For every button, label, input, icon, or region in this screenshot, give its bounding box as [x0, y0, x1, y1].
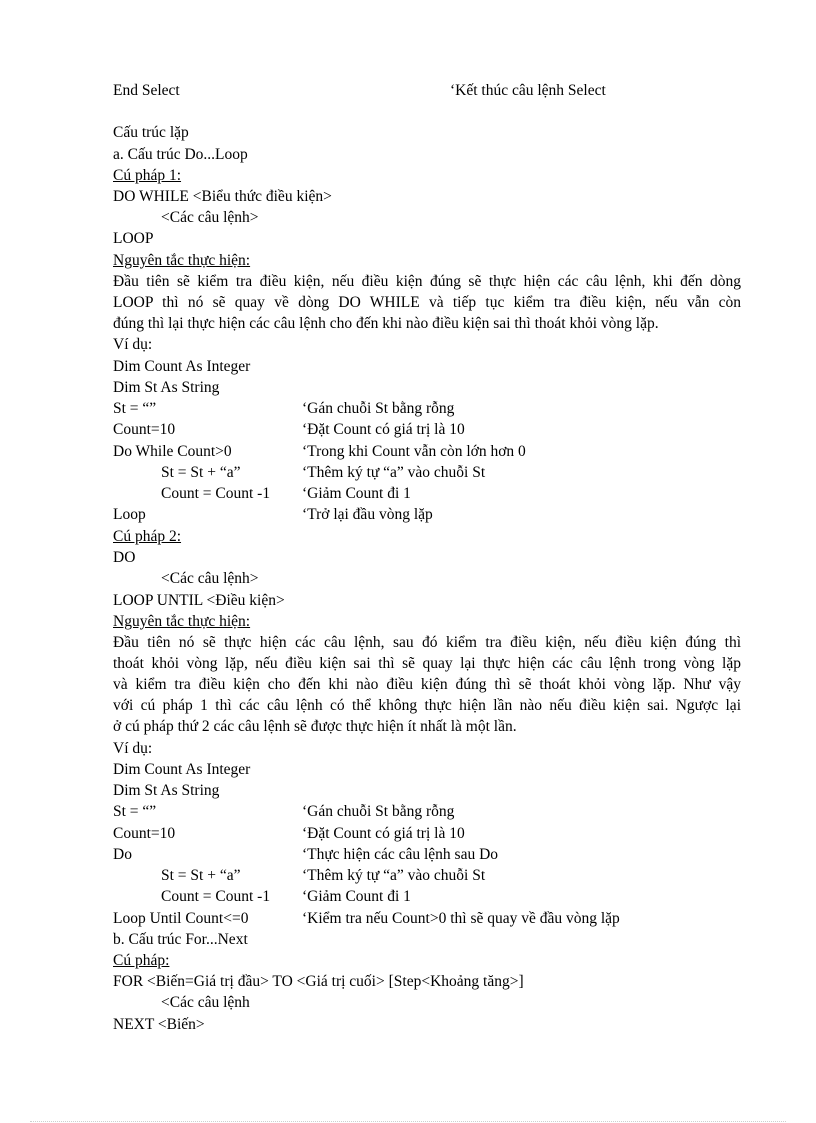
code-row — [113, 504, 433, 525]
code-row — [113, 462, 486, 483]
code-text: Loop — [113, 506, 146, 523]
code-text: St = “” — [113, 803, 157, 820]
paragraph-line: thoát khỏi vòng lặp, nếu điều kiện sai thì sẽ quay lại thực hiện các câu lệnh trong vòng lặp — [113, 655, 741, 673]
subsection-title-do-loop: a. Cấu trúc Do...Loop — [113, 146, 248, 163]
comment-text: ‘Giảm Count đi 1 — [302, 485, 411, 502]
code-row — [113, 483, 411, 504]
syntax-line: LOOP UNTIL <Điều kiện> — [113, 592, 285, 609]
comment-text: ‘Giảm Count đi 1 — [302, 888, 411, 905]
code-row — [113, 823, 465, 844]
syntax-line: LOOP — [113, 230, 154, 247]
syntax-label: Cú pháp 2: — [113, 528, 182, 545]
code-text: Count=10 — [113, 825, 176, 842]
page-bottom-border — [30, 1121, 786, 1122]
section-heading: Cấu trúc lặp — [113, 124, 189, 141]
rule-paragraph — [113, 632, 741, 737]
comment-text: ‘Gán chuỗi St bằng rỗng — [302, 400, 455, 417]
code-text: Do — [113, 846, 132, 863]
syntax-line: <Các câu lệnh> — [161, 570, 259, 587]
comment-text: ‘Đặt Count có giá trị là 10 — [302, 421, 465, 438]
comment-text: ‘Thêm ký tự “a” vào chuỗi St — [302, 464, 486, 481]
code-row — [113, 377, 219, 398]
end-select-line — [113, 80, 606, 101]
syntax-label: Cú pháp: — [113, 952, 170, 969]
comment-text: ‘Thực hiện các câu lệnh sau Do — [302, 846, 499, 863]
syntax-line: NEXT <Biến> — [113, 1016, 205, 1033]
code-text: St = St + “a” — [161, 867, 241, 884]
comment-text: ‘Kết thúc câu lệnh Select — [450, 82, 606, 99]
rule-paragraph — [113, 271, 741, 334]
code-row — [113, 441, 526, 462]
code-text: Dim Count As Integer — [113, 358, 251, 375]
syntax-line: DO WHILE <Biểu thức điều kiện> — [113, 188, 332, 205]
code-row — [113, 801, 455, 822]
code-row — [113, 398, 455, 419]
example-label: Ví dụ: — [113, 336, 153, 353]
rule-label: Nguyên tắc thực hiện: — [113, 613, 251, 630]
code-text: St = St + “a” — [161, 464, 241, 481]
code-row — [113, 356, 250, 377]
code-row — [113, 886, 411, 907]
syntax-line: <Các câu lệnh — [161, 994, 250, 1011]
code-text: Loop Until Count<=0 — [113, 910, 249, 927]
code-text: Do While Count>0 — [113, 443, 232, 460]
code-row — [113, 865, 486, 886]
syntax-line: FOR <Biến=Giá trị đầu> TO <Giá trị cuối> [Step<Khoảng tăng>] — [113, 973, 524, 990]
rule-label: Nguyên tắc thực hiện: — [113, 252, 251, 269]
code-row — [113, 759, 250, 780]
comment-text: ‘Gán chuỗi St bằng rỗng — [302, 803, 455, 820]
code-text: Count=10 — [113, 421, 176, 438]
code-text: St = “” — [113, 400, 157, 417]
comment-text: ‘Đặt Count có giá trị là 10 — [302, 825, 465, 842]
code-row — [113, 780, 219, 801]
code-text: Dim St As String — [113, 379, 220, 396]
code-text: Count = Count -1 — [161, 888, 271, 905]
paragraph-line: với cú pháp 1 thì các câu lệnh có thể không thực hiện lần nào nếu điều kiện sai. Ngược lại — [113, 697, 741, 715]
syntax-label: Cú pháp 1: — [113, 167, 182, 184]
code-row — [113, 844, 499, 865]
paragraph-line: LOOP thì nó sẽ quay về dòng DO WHILE và tiếp tục kiểm tra điều kiện, nếu vẫn còn — [113, 294, 741, 312]
syntax-line: DO — [113, 549, 136, 566]
code-row — [113, 908, 620, 929]
comment-text: ‘Trở lại đầu vòng lặp — [302, 506, 433, 523]
paragraph-line: Đầu tiên sẽ kiểm tra điều kiện, nếu điều kiện đúng sẽ thực hiện các câu lệnh, khi đến dòng — [113, 273, 741, 290]
syntax-line: <Các câu lệnh> — [161, 209, 259, 226]
example-label: Ví dụ: — [113, 740, 153, 757]
subsection-title-for-next: b. Cấu trúc For...Next — [113, 931, 248, 948]
comment-text: ‘Trong khi Count vẫn còn lớn hơn 0 — [302, 443, 526, 460]
code-text: End Select — [113, 82, 180, 99]
code-text: Dim St As String — [113, 782, 220, 799]
code-text: Count = Count -1 — [161, 485, 271, 502]
paragraph-line: đúng thì lại thực hiện các câu lệnh cho đến khi nào điều kiện sai thì thoát khỏi vòng lặp. — [113, 315, 659, 333]
code-row — [113, 419, 465, 440]
code-text: Dim Count As Integer — [113, 761, 251, 778]
paragraph-line: Đầu tiên nó sẽ thực hiện các câu lệnh, sau đó kiểm tra điều kiện, nếu điều kiện đúng thì — [113, 634, 741, 651]
comment-text: ‘Kiểm tra nếu Count>0 thì sẽ quay về đầu vòng lặp — [302, 910, 620, 927]
comment-text: ‘Thêm ký tự “a” vào chuỗi St — [302, 867, 486, 884]
paragraph-line: ở cú pháp thứ 2 các câu lệnh sẽ được thực hiện ít nhất là một lần. — [113, 718, 517, 736]
paragraph-line: và kiểm tra điều kiện cho đến khi nào điều kiện đúng thì sẽ thoát khỏi vòng lặp. Như vậy — [113, 676, 741, 694]
